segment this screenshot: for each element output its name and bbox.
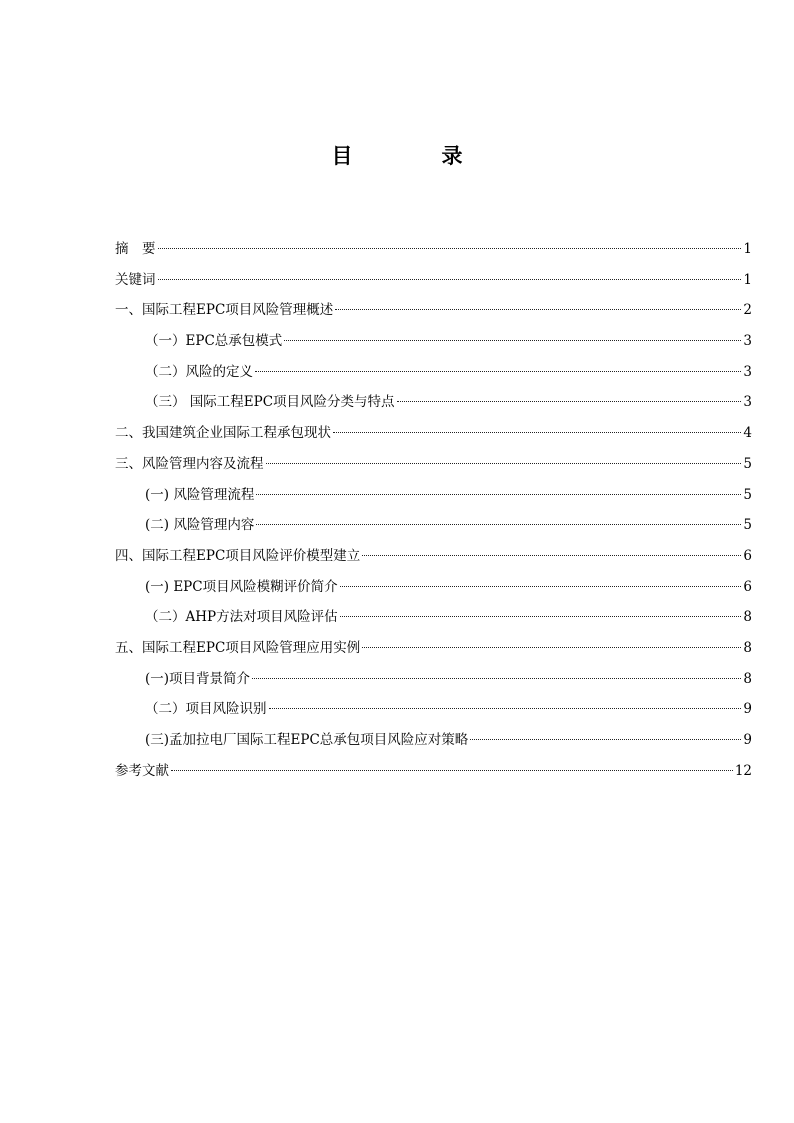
toc-entry-page: 3: [743, 333, 752, 350]
dot-leader: [266, 463, 742, 464]
toc-entry[interactable]: [115, 391, 752, 422]
toc-entry-page: 2: [743, 302, 752, 319]
toc-entry[interactable]: [115, 514, 752, 545]
dot-leader: [256, 494, 741, 495]
toc-entry-page: 5: [743, 486, 752, 503]
toc-entry[interactable]: [115, 576, 752, 607]
dot-leader: [333, 432, 741, 433]
dot-leader: [255, 371, 741, 372]
toc-entry-page: 12: [734, 762, 752, 779]
toc-entry[interactable]: [115, 330, 752, 361]
toc-entry[interactable]: [115, 545, 752, 576]
toc-entry[interactable]: [115, 729, 752, 760]
toc-entry[interactable]: [115, 269, 752, 300]
toc-entry-page: 1: [743, 271, 752, 288]
toc-entry-label: （二）AHP方法对项目风险评估: [145, 609, 338, 626]
dot-leader: [335, 309, 741, 310]
toc-entry-label: 五、国际工程EPC项目风险管理应用实例: [115, 639, 361, 656]
toc-entry-label: (三)孟加拉电厂国际工程EPC总承包项目风险应对策略: [145, 732, 469, 748]
toc-entry-label: （二）风险的定义: [145, 363, 253, 380]
toc-entry-label: 四、国际工程EPC项目风险评价模型建立: [115, 547, 361, 564]
dot-leader: [284, 340, 741, 341]
toc-entry[interactable]: [115, 299, 752, 330]
toc-entry[interactable]: [115, 606, 752, 637]
dot-leader: [158, 248, 742, 249]
toc-entry-page: 5: [743, 455, 752, 472]
dot-leader: [362, 647, 741, 648]
toc-entry[interactable]: [115, 760, 752, 791]
dot-leader: [340, 586, 742, 587]
toc-entry-label: （一）EPC总承包模式: [145, 333, 283, 350]
table-of-contents: [115, 238, 752, 790]
toc-entry-label: 二、我国建筑企业国际工程承包现状: [115, 425, 331, 442]
toc-entry-page: 9: [743, 701, 752, 718]
dot-leader: [340, 616, 742, 617]
toc-entry-label: (一) EPC项目风险模糊评价简介: [145, 578, 338, 595]
dot-leader: [252, 678, 741, 679]
toc-entry-page: 3: [743, 363, 752, 380]
toc-entry[interactable]: [115, 422, 752, 453]
dot-leader: [269, 708, 742, 709]
dot-leader: [256, 524, 741, 525]
toc-entry-page: 1: [743, 241, 752, 257]
dot-leader: [362, 555, 741, 556]
toc-entry-label: 关键词: [115, 271, 156, 288]
dot-leader: [470, 739, 741, 740]
toc-entry[interactable]: [115, 238, 752, 269]
toc-entry[interactable]: [115, 484, 752, 515]
dot-leader: [171, 770, 733, 771]
toc-entry[interactable]: [115, 698, 752, 729]
toc-title: 目 录: [331, 144, 497, 168]
toc-entry-page: 6: [743, 578, 752, 595]
toc-entry-page: 9: [743, 732, 752, 748]
toc-entry-page: 8: [743, 639, 752, 656]
toc-entry-label: 一、国际工程EPC项目风险管理概述: [115, 302, 334, 319]
toc-entry-label: （三） 国际工程EPC项目风险分类与特点: [145, 394, 395, 411]
toc-entry[interactable]: [115, 637, 752, 668]
toc-entry[interactable]: [115, 453, 752, 484]
toc-entry-label: （二）项目风险识别: [145, 701, 267, 718]
toc-entry-label: (二) 风险管理内容: [145, 517, 255, 534]
toc-entry-page: 8: [743, 670, 752, 687]
toc-entry-label: 三、风险管理内容及流程: [115, 455, 264, 472]
toc-entry-label: 参考文献: [115, 762, 169, 779]
toc-entry-page: 8: [743, 609, 752, 626]
toc-entry-label: 摘 要: [115, 241, 156, 257]
dot-leader: [158, 279, 742, 280]
dot-leader: [397, 401, 742, 402]
toc-entry-page: 4: [743, 425, 752, 442]
toc-entry-page: 3: [743, 394, 752, 411]
toc-entry-page: 6: [743, 547, 752, 564]
toc-entry-label: (一) 风险管理流程: [145, 486, 255, 503]
toc-entry-page: 5: [743, 517, 752, 534]
toc-entry[interactable]: [115, 668, 752, 699]
toc-entry-label: (一)项目背景简介: [145, 670, 251, 687]
toc-entry[interactable]: [115, 361, 752, 392]
